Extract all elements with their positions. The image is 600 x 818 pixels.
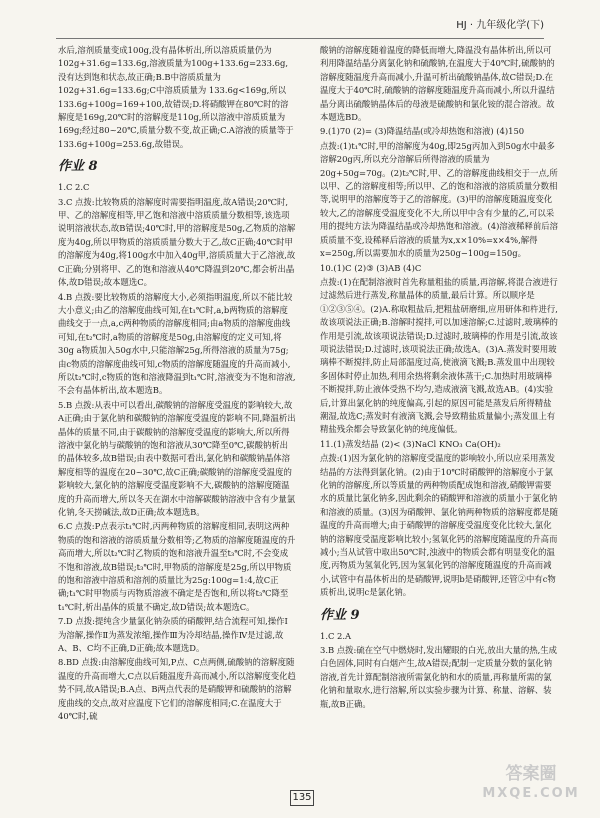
answer-paragraph: 3.C 点拨:比较物质的溶解度时需要指明温度,故A错误;20℃时,甲、乙的溶解度相等,甲乙饱和溶液中溶质质量分数相等,该选项说明溶液状态,故B错误;40℃时,甲的溶解度是50g,乙物质的溶解度为40g,所以甲物质的溶质质量分数大于乙,故C正确;40℃时甲的溶解度为40g,将100g水中加入40g甲,溶质质量大于乙溶液,故C正确;分别将甲、乙的饱和溶液从40℃降温到20℃,都会析出晶体,故D错误;故本题选C。: [58, 196, 296, 288]
watermark-line2: MXQE.COM: [482, 786, 580, 801]
left-column: [58, 44, 296, 780]
answer-paragraph: 3.B 点拨:硫在空气中燃烧时,发出耀眼的白光,放出大量的热,生成白色固体,同时有白烟产生,故A错误;配制一定质量分数的氯化钠溶液,首先计算配制溶液所需氯化钠和水的质量,再称量所需的氯化钠和量取水,进行溶解,所以实验步骤为计算、称量、溶解、装瓶,故B正确。: [320, 645, 557, 709]
right-column: [320, 44, 558, 780]
section-heading: 作业 8: [58, 159, 98, 175]
page-number: 135: [290, 790, 314, 806]
site-watermark: [476, 764, 586, 804]
answer-paragraph: 1.C 2.C: [58, 182, 90, 193]
header-text: HJ · 九年级化学(下): [456, 20, 544, 31]
answer-paragraph: 酸钠的溶解度随着温度的降低而增大,降温没有晶体析出,所以可利用降温结晶分离氯化钠和硫酸钠,在温度大于40℃时,硫酸钠的溶解度随温度升高而减小,升温可析出硫酸钠晶体,故C错误;D.在温度大于40℃时,硫酸钠的溶解度随温度升高而减小,所以升温结晶分离出硫酸钠晶体后的母液是硫酸钠和氯化铵的混合溶液。故本题选BD。: [320, 45, 555, 123]
answer-paragraph: 11.(1)蒸发结晶 (2)< (3)NaCl KNO₃ Ca(OH)₂: [320, 438, 501, 449]
answer-paragraph: 6.C 点拨:P点表示t₁℃时,丙两种物质的溶解度相同,表明这两种物质的饱和溶液的溶质质量分数相等;乙物质的溶解度随温度的升高而增大,所以t₂℃时乙物质的饱和溶液升温至t₃℃时,不会变成不饱和溶液,故B错误;t₃℃时,甲物质的溶解度是25g,所以甲物质的饱和溶液中溶质和溶剂的质量比为25g:100g=1:4,故C正确;t₁℃时甲物质与丙物质溶液不确定是否饱和,所以将t₃℃降至t₁℃时,析出晶体的质量不确定,故D错误;故本题选C。: [58, 521, 296, 612]
page-header: [56, 16, 544, 39]
answer-paragraph: 10.(1)C (2)③ (3)AB (4)C: [320, 262, 422, 273]
answer-paragraph: 8.BD 点拨:由溶解度曲线可知,P点、C点两侧,硫酸钠的溶解度随温度的升高而增大,C点以后随温度升高而减小,所以溶解度变化趋势不同,故A错误;B.A点、B两点代表的是硝酸钾和硫酸钠的溶解度曲线的交点,故对应温度下它们的溶解度相同;C.在温度大于40℃时,硫: [58, 657, 296, 722]
answer-paragraph: 水后,溶剂质量变成100g,没有晶体析出,所以溶质质量仍为102g+31.6g=133.6g,溶液质量为100g+133.6g=233.6g,没有达到饱和状态,故正确;B.B中溶质质量为102g+31.6g=133.6g;C中溶质质量为 133.6g<169g,所以 133.6g+100g=169+100,故错误;D.将硝酸钾在80℃时的溶解度是169g,20℃时的溶解度是110g,所以溶液中溶质质量为169g;经过80~20℃,质量分数不变,故正确;C.A溶液的质量等于133.6g+100g=253.6g,故错误。: [58, 45, 294, 149]
section-heading: 作业 9: [320, 607, 360, 623]
answer-paragraph: 5.B 点拨:从表中可以看出,碳酸钠的溶解度受温度的影响较大,故A正确;由于氯化钠和碳酸钠的溶解度受温度的影响不同,降温析出晶体的质量不同,由于碳酸钠的溶解度受温度的影响大,所以所得溶液中氯化钠与碳酸钠的饱和溶液从30℃降至0℃,碳酸钠析出的晶体较多,故B错误;由表中数据可看出,氯化钠和碳酸钠晶体溶解度相等的温度在20~30℃,故C正确;碳酸钠的溶解度受温度的影响较大,氯化钠的溶解度受温度影响不大,碳酸钠的溶解度随温度的升高而增大,所以冬天在湖水中溶解碳酸钠溶液中含有少量氯化钠,冬天捞碱法,故D正确;故本题选B。: [58, 399, 296, 517]
answer-paragraph: 7.D 点拨:提纯含少量氯化钠杂质的硝酸钾,结合流程可知,操作Ⅰ为溶解,操作Ⅱ为蒸发浓缩,操作Ⅲ为冷却结晶,操作Ⅳ是过滤,故A、B、C均不正确,D正确;故本题选D。: [58, 616, 288, 654]
answer-paragraph: 9.(1)70 (2)= (3)降温结晶(或冷却热饱和溶液) (4)150: [320, 126, 525, 137]
answer-paragraph: 1.C 2.A: [320, 630, 352, 641]
content-columns: [58, 44, 558, 780]
answer-paragraph: 点拨:(1)t₁℃时,甲的溶解度为40g,即25g丙加入到50g水中最多溶解20g丙,所以充分溶解后所得溶液的质量为20g+50g=70g。(2)t₂℃时,甲、乙的溶解度曲线相交于一点,所以甲、乙的溶解度相等;所以甲、乙的饱和溶液的溶质质量分数相等,说明甲的溶解度等于乙的溶解度。(3)甲的溶解度随温度变化较大,乙的溶解度受温度变化不大,所以甲中含有少量的乙,可以采用的提纯方法为降温结晶或冷却热饱和溶液。(4)溶液稀释前后溶质质量不变,设稀释后溶液的质量为x,x×10%=x×4%,解得x=250g,所以需要加水的质量为250g−100g=150g。: [320, 140, 558, 259]
answer-paragraph: 点拨:(1)在配制溶液时首先称量粗盐的质量,再溶解,将混合液进行过滤然后进行蒸发,称量晶体的质量,最后计算。所以顺序是①②③⑤④。(2)A.称取粗盐后,把粗盐研磨细,应用研体和杵进行,故该项说法正确;B.溶解时搅拌,可以加速溶解;C.过滤时,玻璃棒的作用是引流,故该项说法错误;D.过滤时,玻璃棒的作用是引流,故该项说法错误;D.过滤时,该项说法正确;故选A。(3)A.蒸发时要用玻璃棒不断搅拌,防止局部温度过高,使液滴飞溅;B.蒸发皿中出现较多固体时停止加热,利用余热将剩余液体蒸干;C.加热时用玻璃棒不断搅拌,防止液体受热不均匀,造成液滴飞溅,故选AB。(4)实验后,计算出氯化钠的纯度偏高,引起的原因可能是蒸发后所得精盐潮湿,故选C;蒸发时有液滴飞溅,会导致精盐质量偏小;蒸发皿上有精盐残余都会导致氯化钠的纯度偏低。: [320, 276, 558, 435]
answer-paragraph: 点拨:(1)因为氯化钠的溶解度受温度的影响较小,所以应采用蒸发结晶的方法得到氯化钠。(2)由于10℃时硝酸钾的溶解度小于氯化钠的溶解度,所以等质量的两种物质配成饱和溶液,硝酸钾需要水的质量比氯化钠多,因此剩余的硝酸钾和溶液的质量小于氯化钠和溶液的质量。(3)因为硝酸钾、氯化钠两种物质的溶解度都是随温度的升高而增大;由于硝酸钾的溶解度受温度变化比较大,氯化钠的溶解度受温度影响比较小;氢氧化钙的溶解度随温度的升高而减小;当从试管中取出50℃时,浊液中的物质会都有明显变化的温度,丙物质为氢氧化钙,因为氢氧化钙的溶解度随温度的升高而减小,试管中有晶体析出的是硝酸钾,说明b是硝酸钾,还管②中有c物质析出,说明c是氯化钠。: [320, 453, 558, 598]
answer-paragraph: 4.B 点拨:要比较物质的溶解度大小,必须指明温度,所以不能比较大小意义;由乙的溶解度曲线可知,在t₁℃时,a,b两物质的溶解度曲线交于一点,a,c两种物质的溶解度相同;由a物质的溶解度曲线可知,在t₂℃时,a物质的溶解度是50g,由溶解度的定义可知,将30g a物质加入50g水中,只能溶解25g,所得溶液的质量为75g;由c物质的溶解度曲线可知,c物质的溶解度随温度的升高而减小,所以t₂℃时,c物质的饱和溶液降温到t₁℃时,溶液变为不饱和溶液,不会有晶体析出,故本题选B。: [58, 291, 296, 396]
watermark-line1: 答案圈: [505, 764, 557, 784]
